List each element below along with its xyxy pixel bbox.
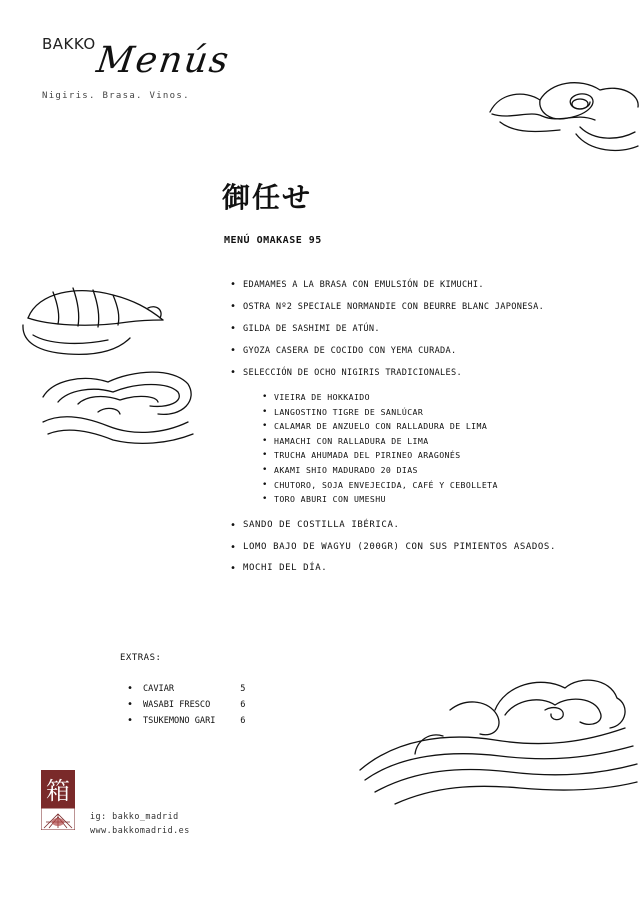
list-item: • SELECCIÓN DE OCHO NIGIRIS TRADICIONALES. xyxy=(230,368,610,390)
extras-item-name: TSUKEMONO GARI xyxy=(143,716,216,726)
list-item: • EDAMAMES A LA BRASA CON EMULSIÓN DE KIMUCHI. xyxy=(230,280,610,302)
list-item: • GILDA DE SASHIMI DE ATÚN. xyxy=(230,324,610,346)
list-item: • VIEIRA DE HOKKAIDO xyxy=(262,392,498,407)
list-item: • TORO ABURI CON UMESHU xyxy=(262,494,498,509)
extras-item-name: CAVIAR xyxy=(143,684,175,694)
extras-item-price: 6 xyxy=(240,700,246,710)
extras-item-price: 6 xyxy=(240,716,246,726)
nigiri-list xyxy=(262,392,498,509)
instagram-handle: ig: bakko_madrid xyxy=(90,811,179,821)
bakko-logo-icon xyxy=(41,770,75,830)
extras-title: EXTRAS: xyxy=(120,653,162,663)
brand-logo xyxy=(42,30,242,90)
menu-title: 御任せ xyxy=(222,181,313,214)
extras-item xyxy=(127,700,245,716)
course-list-after xyxy=(230,520,556,585)
brand-script-title: Menús xyxy=(94,40,233,81)
cloud-swirl-illustration xyxy=(480,72,640,162)
list-item: • CALAMAR DE ANZUELO CON RALLADURA DE LIMA xyxy=(262,421,498,436)
list-item: • GYOZA CASERA DE COCIDO CON YEMA CURADA. xyxy=(230,346,610,368)
list-item: • MOCHI DEL DÍA. xyxy=(230,563,556,585)
list-item: • LOMO BAJO DE WAGYU (200GR) CON SUS PIMIENTOS ASADOS. xyxy=(230,542,556,564)
contact-block xyxy=(90,809,190,837)
extras-item xyxy=(127,716,245,732)
brand-name: BAKKO xyxy=(42,35,96,53)
list-item: • TRUCHA AHUMADA DEL PIRINEO ARAGONÉS xyxy=(262,450,498,465)
extras-item xyxy=(127,684,245,700)
list-item: • HAMACHI CON RALLADURA DE LIMA xyxy=(262,436,498,451)
course-list xyxy=(230,280,610,390)
extras-item-price: 5 xyxy=(240,684,246,694)
logo-glyph: 箱 xyxy=(46,777,70,805)
menu-subtitle: MENÚ OMAKASE 95 xyxy=(224,235,322,246)
website-link[interactable]: www.bakkomadrid.es xyxy=(90,825,190,835)
tagline: Nigiris. Brasa. Vinos. xyxy=(42,91,190,101)
extras-item-name: WASABI FRESCO xyxy=(143,700,211,710)
wave-swirl-illustration xyxy=(38,362,198,447)
list-item: • LANGOSTINO TIGRE DE SANLÚCAR xyxy=(262,407,498,422)
extras-list xyxy=(127,684,245,732)
list-item: • SANDO DE COSTILLA IBÉRICA. xyxy=(230,520,556,542)
list-item: • OSTRA Nº2 SPECIALE NORMANDIE CON BEURRE BLANC JAPONESA. xyxy=(230,302,610,324)
list-item: • CHUTORO, SOJA ENVEJECIDA, CAFÉ Y CEBOLLETA xyxy=(262,480,498,495)
nigiri-shrimp-illustration xyxy=(18,280,168,365)
list-item: • AKAMI SHIO MADURADO 20 DIAS xyxy=(262,465,498,480)
cloud-wave-illustration xyxy=(355,670,640,810)
